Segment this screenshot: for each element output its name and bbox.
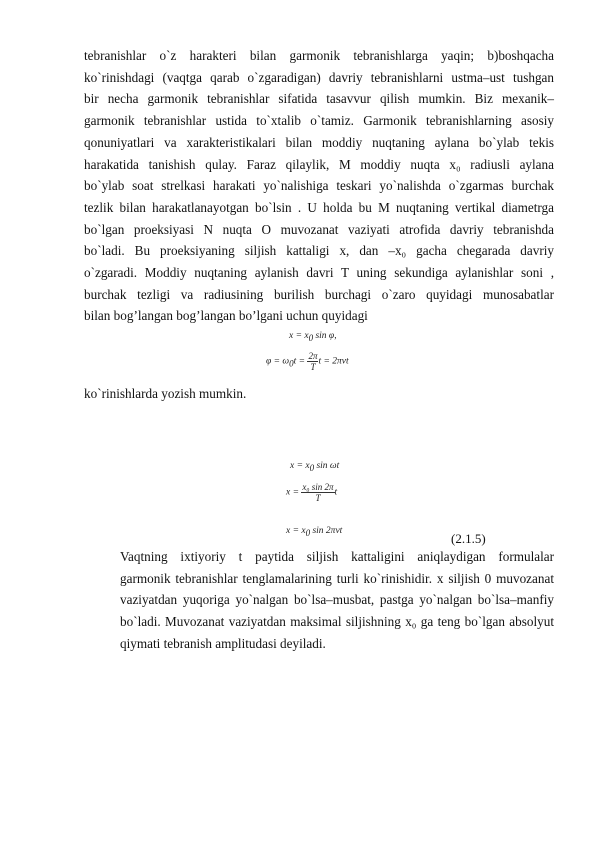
fraction: $\frac{2\pi}{T}$ (308, 351, 318, 372)
text-line: qonuniyatlari va xarakteristikalari bilan moddiy nuqtaning aylana bo`ylab tekis (84, 134, 554, 150)
text-line: Vaqtning ixtiyoriy t paytida siljish kattaligini aniqlaydigan formulalar (120, 549, 554, 564)
text-line: ko`rinishlarda yozish mumkin. (84, 386, 247, 401)
text-line: tezlik bilan harakatlanayotgan bo`lsin . U holda bu M nuqtaning vertikal diametrga (84, 199, 554, 215)
text-line: tebranishlar o`z harakteri bilan garmonik tebranishlarga yaqin; b)boshqacha (84, 48, 554, 63)
text-line: ko`rinishdagi (vaqtga qarab o`zgaradigan) davriy tebranishlarni ustma–ust tushgan (84, 69, 554, 85)
text-line: burchak tezligi va radiusining burilish burchagi o`zaro quyidagi munosabatlar (84, 286, 554, 302)
text-line: bir necha garmonik tebranishlar sifatida tasavvur qilish mumkin. Biz mexanik– (84, 91, 554, 107)
text-line: qiymati tebranish amplitudasi deyiladi. (120, 635, 326, 651)
text-line: vaziyatdan yuqoriga yo`nalgan bo`lsa–musbat, pastga yo`nalgan bo`lsa–manfiy (120, 592, 554, 608)
text-line: bo`lgan proeksiyasi N nuqta O muvozanat vaziyati atrofida davriy tebranishda (84, 221, 554, 237)
paragraph-displacement (84, 546, 554, 655)
text-line: garmonik tebranishlar ustida to`xtalib o`tamiz. Garmonik tebranishlarning asosiy (84, 113, 554, 129)
text-line: bo`ladi. Muvozanat vaziyatdan maksimal siljishning x₀ ga teng bo`lgan absolyut (120, 614, 554, 630)
formula-phi-omega: $\varphi = \omega_0t$ = $\frac{2\pi}{T}$ t = 2πνt (266, 351, 349, 372)
text-line: o`zgaradi. Moddiy nuqtaning aylanish davri T uning sekundiga aylanishlar soni , (84, 265, 554, 281)
text-line: bilan bog’langan bog’langan bo’lgani uchun quyidagi (84, 308, 368, 324)
text-line: bo`ylab soat strelkasi harakati yo`nalishiga teskari yo`nalishda o`zgarmas burchak (84, 178, 554, 194)
formula-x-period: x = $\frac{\text{x₀ sin 2π}}{T}$ t (286, 482, 338, 503)
text-line: garmonik tebranishlar tenglamalarining turli ko`rinishidir. x siljish 0 muvozanat (120, 570, 554, 586)
paragraph-intro (84, 45, 554, 327)
formula-x-sin-omega-t: $x = x_0$ sin ωt (290, 461, 340, 473)
text-line: bo`ladi. Bu proeksiyaning siljish kattaligi x, dan –x₀ gacha chegarada davriy (84, 243, 554, 259)
formula-x-sin-2pi-nu-t: $x = x_0$ sin 2πνt (286, 526, 343, 538)
text-line: harakatida tanishish qulay. Faraz qilaylik, M moddiy nuqta x₀ radiusli aylana (84, 156, 554, 172)
equation-number: (2.1.5) (451, 531, 486, 546)
formula-x-sin-phi: $x = x_0$ sin φ, (289, 331, 337, 343)
fraction: $\frac{\text{x₀ sin 2π}}{T}$ (302, 482, 334, 503)
